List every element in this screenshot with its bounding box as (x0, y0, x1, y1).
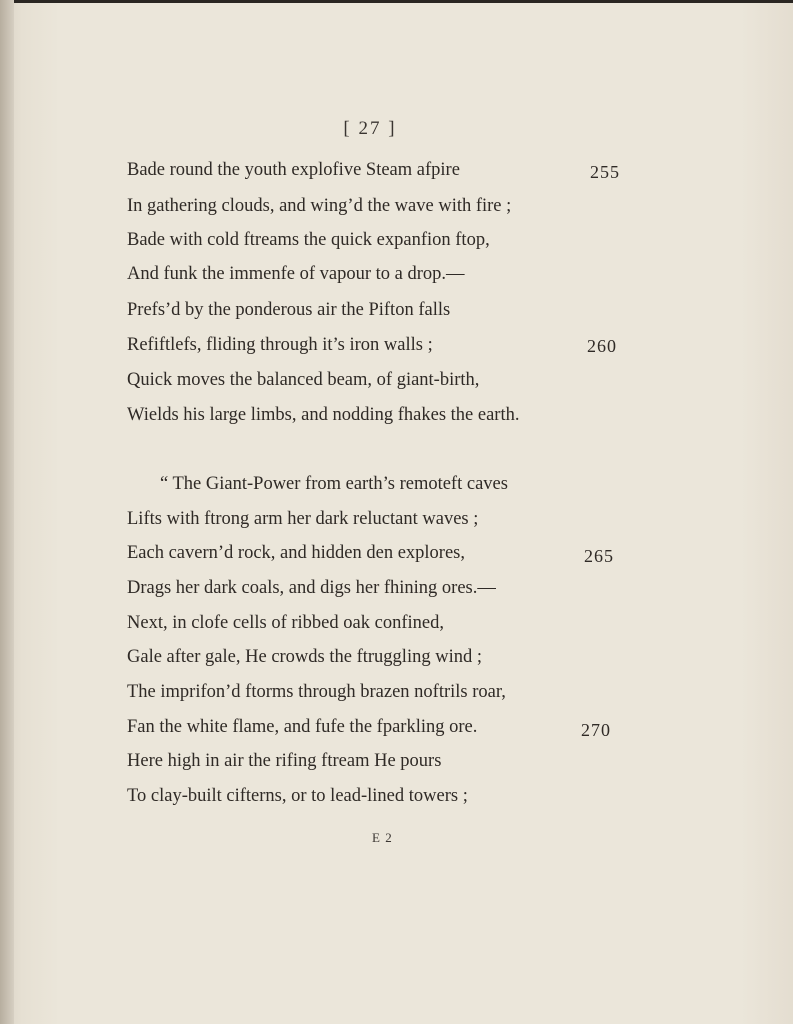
line-number: 255 (590, 162, 620, 182)
line-number: 270 (581, 720, 611, 740)
poem-line: The imprifon’d ftorms through brazen noftrils roar, (127, 682, 506, 702)
poem-line: Next, in clofe cells of ribbed oak confined, (127, 613, 444, 633)
poem-line: Drags her dark coals, and digs her fhining ores.— (127, 578, 496, 598)
poem-line: Quick moves the balanced beam, of giant-birth, (127, 370, 480, 390)
poem-line: Wields his large limbs, and nodding fhakes the earth. (127, 405, 520, 425)
page-number: [ 27 ] (343, 118, 397, 139)
signature-mark: E 2 (372, 830, 393, 845)
page-gutter (0, 0, 14, 1024)
poem-line: Lifts with ftrong arm her dark reluctant waves ; (127, 509, 479, 529)
poem-line: Prefs’d by the ponderous air the Pifton falls (127, 300, 451, 320)
poem-line: Bade round the youth explofive Steam afpire (127, 160, 460, 180)
line-number: 265 (584, 546, 614, 566)
top-edge (0, 0, 793, 3)
poem-line: Each cavern’d rock, and hidden den explores, (127, 543, 465, 563)
poem-line: Fan the white flame, and fufe the fparkling ore. (127, 717, 478, 737)
poem-line: And funk the immenfe of vapour to a drop.— (127, 264, 465, 284)
poem-line: To clay-built cifterns, or to lead-lined towers ; (127, 786, 468, 806)
poem-line: Gale after gale, He crowds the ftruggling wind ; (127, 647, 482, 667)
poem-line: Bade with cold ftreams the quick expanfion ftop, (127, 230, 490, 250)
poem-line: Refiftlefs, fliding through it’s iron walls ; (127, 335, 433, 355)
poem-line: In gathering clouds, and wing’d the wave with fire ; (127, 196, 512, 216)
line-number: 260 (587, 336, 617, 356)
poem-line: Here high in air the rifing ftream He pours (127, 751, 442, 771)
poem-line: “ The Giant-Power from earth’s remoteft caves (160, 474, 508, 494)
